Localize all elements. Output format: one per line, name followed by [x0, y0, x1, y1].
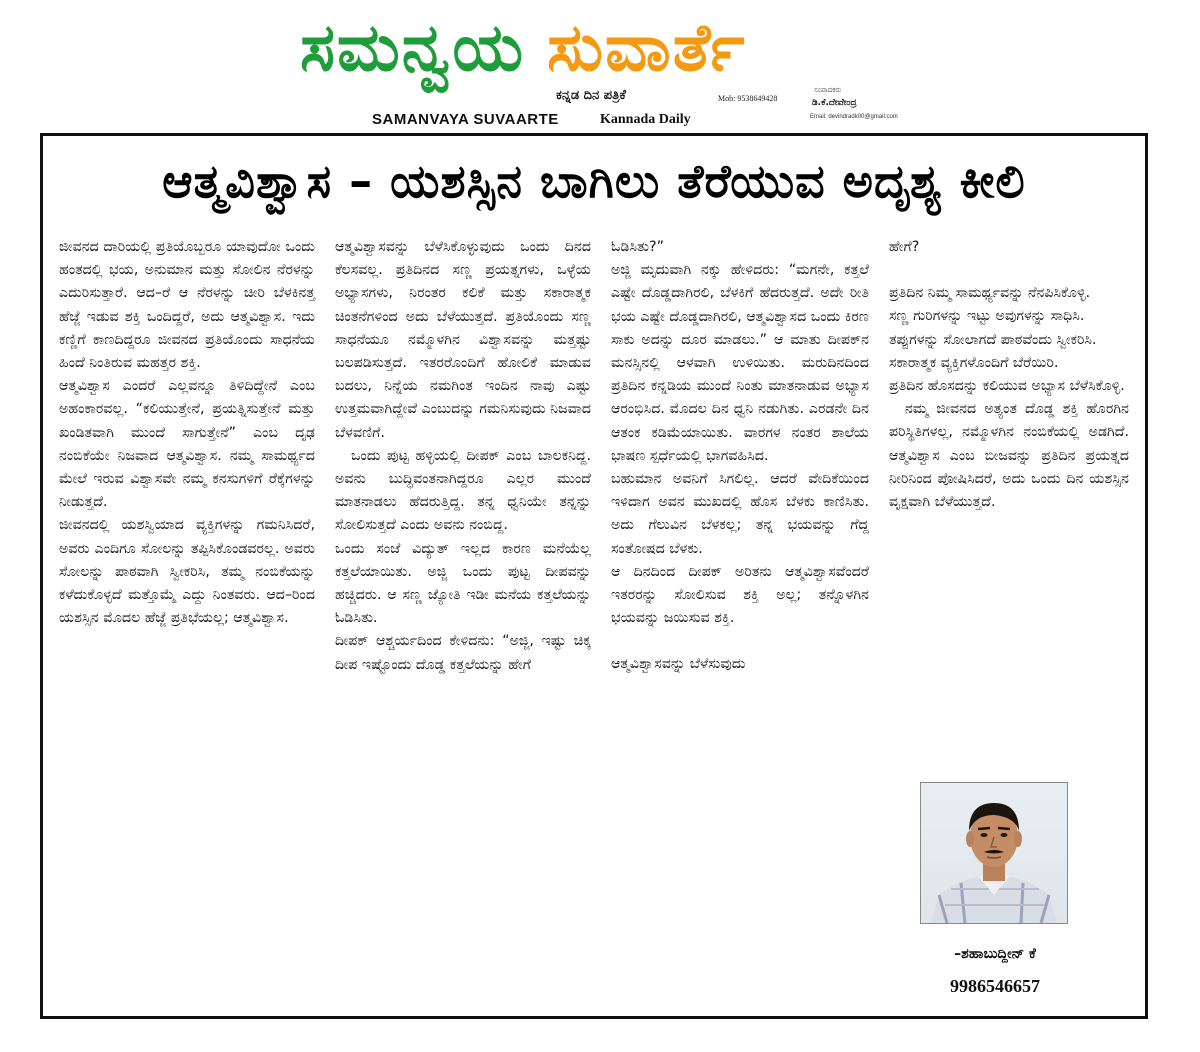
- paragraph: ಜೀವನದ ದಾರಿಯಲ್ಲಿ ಪ್ರತಿಯೊಬ್ಬರೂ ಯಾವುದೋ ಒಂದು ಹಂತದಲ್ಲಿ ಭಯ, ಅನುಮಾನ ಮತ್ತು ಸೋಲಿನ ನೆರಳನ್ನು ಎದುರಿಸುತ್ತಾರೆ. ಆದ–ರೆ ಆ ನೆರಳನ್ನು ಚೀರಿ ಬೆಳಕಿನತ್ತ ಹೆಜ್ಜೆ ಇಡುವ ಶಕ್ತಿ ಒಂದಿದ್ದರೆ, ಅದು ಆತ್ಮವಿಶ್ವಾಸ. ಇದು ಕಣ್ಣಿಗೆ ಕಾಣದಿದ್ದರೂ ಜೀವನದ ಪ್ರತಿಯೊಂದು ಸಾಧನೆಯ ಹಿಂದೆ ನಿಂತಿರುವ ಮಹತ್ತರ ಶಕ್ತಿ.: [59, 239, 315, 372]
- paragraph: ಆತ್ಮವಿಶ್ವಾಸವನ್ನು ಬೆಳೆಸುವುದು: [611, 656, 746, 673]
- author-phone: 9986546657: [950, 976, 1040, 996]
- author-photo: [920, 782, 1068, 924]
- tip-item: ಪ್ರತಿದಿನ ಹೊಸದನ್ನು ಕಲಿಯುವ ಅಭ್ಯಾಸ ಬೆಳೆಸಿಕೊಳ್ಳಿ.: [889, 378, 1125, 395]
- masthead-english-daily: Kannada Daily: [600, 112, 691, 127]
- tip-item: ಪ್ರತಿದಿನ ನಿಮ್ಮ ಸಾಮರ್ಥ್ಯವನ್ನು ನೆನಪಿಸಿಕೊಳ್ಳಿ.: [889, 285, 1091, 302]
- article-column-4: [889, 236, 1129, 514]
- logo-word-suvaarte: ಸುವಾರ್ತೆ: [547, 9, 747, 86]
- article-column-3: [611, 236, 869, 677]
- author-portrait-photo: [921, 783, 1067, 923]
- paragraph: ಒಂದು ಪುಟ್ಟ ಹಳ್ಳಿಯಲ್ಲಿ ದೀಪಕ್ ಎಂಬ ಬಾಲಕನಿದ್ದ. ಅವನು ಬುದ್ಧಿವಂತನಾಗಿದ್ದರೂ ಎಲ್ಲರ ಮುಂದೆ ಮಾತನಾಡಲು ಹೆದರುತ್ತಿದ್ದ. ತನ್ನ ಧ್ವನಿಯೇ ತನ್ನನ್ನು ಸೋಲಿಸುತ್ತದೆ ಎಂದು ಅವನು ನಂಬಿದ್ದ.: [335, 447, 591, 534]
- masthead-english-name: SAMANVAYA SUVAARTE: [372, 111, 559, 128]
- paragraph-spacer: [889, 259, 1129, 282]
- masthead-email: Email: devindradk00@gmail.com: [810, 114, 898, 120]
- article-column-1: [59, 236, 315, 630]
- paragraph: ಬಹುಮಾನ ಅವನಿಗೆ ಸಿಗಲಿಲ್ಲ. ಆದರೆ ವೇದಿಕೆಯಿಂದ ಇಳಿದಾಗ ಅವನ ಮುಖದಲ್ಲಿ ಹೊಸ ಬೆಳಕು ಕಾಣಿಸಿತು. ಅದು ಗೆಲುವಿನ ಬೆಳಕಲ್ಲ; ತನ್ನ ಭಯವನ್ನು ಗೆದ್ದ ಸಂತೋಷದ ಬೆಳಕು.: [611, 471, 869, 557]
- paragraph: ಹೇಗೆ?: [889, 239, 920, 255]
- author-byline: –ಶಹಾಬುದ್ದೀನ್ ಕೆ: [954, 946, 1036, 962]
- article-headline: ಆತ್ಮವಿಶ್ವಾಸ – ಯಶಸ್ಸಿನ ಬಾಗಿಲು ತೆರೆಯುವ ಅದೃಶ್ಯ ಕೀಲಿ: [162, 154, 1026, 208]
- masthead-tagline: ಕನ್ನಡ ದಿನ ಪತ್ರಿಕೆ: [556, 88, 626, 103]
- editor-name: ಡಿ.ಕೆ.ದೇವೇಂದ್ರ: [812, 98, 857, 108]
- tip-item: ಸಣ್ಣ ಗುರಿಗಳನ್ನು ಇಟ್ಟು ಅವುಗಳನ್ನು ಸಾಧಿಸಿ.: [889, 308, 1085, 325]
- paragraph: ಆತ್ಮವಿಶ್ವಾಸ ಎಂದರೆ ಎಲ್ಲವನ್ನೂ ತಿಳಿದಿದ್ದೇನೆ ಎಂಬ ಅಹಂಕಾರವಲ್ಲ. “ಕಲಿಯುತ್ತೇನೆ, ಪ್ರಯತ್ನಿಸುತ್ತೇನೆ ಮತ್ತು ಖಂಡಿತವಾಗಿ ಮುಂದೆ ಸಾಗುತ್ತೇನೆ” ಎಂಬ ದೃಢ ನಂಬಿಕೆಯೇ ನಿಜವಾದ ಆತ್ಮವಿಶ್ವಾಸ. ನಮ್ಮ ಸಾಮರ್ಥ್ಯದ ಮೇಲೆ ಇರುವ ವಿಶ್ವಾಸವೇ ನಮ್ಮ ಕನಸುಗಳಿಗೆ ರೆಕ್ಕೆಗಳನ್ನು ನೀಡುತ್ತದೆ.: [59, 378, 315, 511]
- newspaper-logo: [300, 8, 747, 88]
- masthead-mobile: Mob: 9538649428: [718, 94, 778, 103]
- tip-item: ಸಕಾರಾತ್ಮಕ ವ್ಯಕ್ತಿಗಳೊಂದಿಗೆ ಬೆರೆಯಿರಿ.: [889, 354, 1059, 371]
- paragraph: ದೀಪಕ್ ಆಶ್ಚರ್ಯದಿಂದ ಕೇಳಿದನು: “ಅಜ್ಜಿ, ಇಷ್ಟು ಚಿಕ್ಕ ದೀಪ ಇಷ್ಟೊಂದು ದೊಡ್ಡ ಕತ್ತಲೆಯನ್ನು ಹೇಗೆ: [335, 633, 591, 673]
- paragraph: ಆತ್ಮವಿಶ್ವಾಸವನ್ನು ಬೆಳೆಸಿಕೊಳ್ಳುವುದು ಒಂದು ದಿನದ ಕೆಲಸವಲ್ಲ. ಪ್ರತಿದಿನದ ಸಣ್ಣ ಪ್ರಯತ್ನಗಳು, ಒಳ್ಳೆಯ ಅಭ್ಯಾಸಗಳು, ನಿರಂತರ ಕಲಿಕೆ ಮತ್ತು ಸಕಾರಾತ್ಮಕ ಚಿಂತನೆಗಳಿಂದ ಅದು ಬೆಳೆಯುತ್ತದೆ. ಪ್ರತಿಯೊಂದು ಸಣ್ಣ ಸಾಧನೆಯೂ ನಮ್ಮೊಳಗಿನ ವಿಶ್ವಾಸವನ್ನು ಮತ್ತಷ್ಟು ಬಲಪಡಿಸುತ್ತದೆ. ಇತರರೊಂದಿಗೆ ಹೋಲಿಕೆ ಮಾಡುವ ಬದಲು, ನಿನ್ನೆಯ ನಮಗಿಂತ ಇಂದಿನ ನಾವು ಎಷ್ಟು ಉತ್ತಮವಾಗಿದ್ದೇವೆ ಎಂಬುದನ್ನು ಗಮನಿಸುವುದು ನಿಜವಾದ ಬೆಳವಣಿಗೆ.: [335, 239, 591, 441]
- paragraph: ಒಂದು ಸಂಜೆ ವಿದ್ಯುತ್ ಇಲ್ಲದ ಕಾರಣ ಮನೆಯೆಲ್ಲ ಕತ್ತಲೆಯಾಯಿತು. ಅಜ್ಜಿ ಒಂದು ಪುಟ್ಟ ದೀಪವನ್ನು ಹಚ್ಚಿದರು. ಆ ಸಣ್ಣ ಜ್ಯೋತಿ ಇಡೀ ಮನೆಯ ಕತ್ತಲೆಯನ್ನು ಓಡಿಸಿತು.: [335, 540, 591, 627]
- editor-label: ಸಂಪಾದಕರು: [814, 86, 842, 94]
- logo-word-samanvaya: ಸಮನ್ವಯ: [300, 9, 526, 86]
- tip-item: ತಪ್ಪುಗಳನ್ನು ಸೋಲಾಗದೆ ಪಾಠವೆಂದು ಸ್ವೀಕರಿಸಿ.: [889, 331, 1097, 348]
- article-box: [40, 133, 1148, 1019]
- paragraph: ಅಜ್ಜಿ ಮೃದುವಾಗಿ ನಕ್ಕು ಹೇಳಿದರು: “ಮಗನೇ, ಕತ್ತಲೆ ಎಷ್ಟೇ ದೊಡ್ಡದಾಗಿರಲಿ, ಬೆಳಕಿಗೆ ಹೆದರುತ್ತದೆ. ಅದೇ ರೀತಿ ಭಯ ಎಷ್ಟೇ ದೊಡ್ಡದಾಗಿರಲಿ, ಆತ್ಮವಿಶ್ವಾಸದ ಒಂದು ಕಿರಣ ಸಾಕು ಅದನ್ನು ದೂರ ಮಾಡಲು.” ಆ ಮಾತು ದೀಪಕ್‌ನ ಮನಸ್ಸಿನಲ್ಲಿ ಆಳವಾಗಿ ಉಳಿಯಿತು. ಮರುದಿನದಿಂದ ಪ್ರತಿದಿನ ಕನ್ನಡಿಯ ಮುಂದೆ ನಿಂತು ಮಾತನಾಡುವ ಅಭ್ಯಾಸ ಆರಂಭಿಸಿದ. ಮೊದಲ ದಿನ ಧ್ವನಿ ನಡುಗಿತು. ಎರಡನೇ ದಿನ ಆತಂಕ ಕಡಿಮೆಯಾಯಿತು. ವಾರಗಳ ನಂತರ ಶಾಲೆಯ ಭಾಷಣ ಸ್ಪರ್ಧೆಯಲ್ಲಿ ಭಾಗವಹಿಸಿದ.: [611, 262, 869, 464]
- paragraph: ಜೀವನದಲ್ಲಿ ಯಶಸ್ವಿಯಾದ ವ್ಯಕ್ತಿಗಳನ್ನು ಗಮನಿಸಿದರೆ, ಅವರು ಎಂದಿಗೂ ಸೋಲನ್ನು ತಪ್ಪಿಸಿಕೊಂಡವರಲ್ಲ. ಅವರು ಸೋಲನ್ನು ಪಾಠವಾಗಿ ಸ್ವೀಕರಿಸಿ, ತಮ್ಮ ನಂಬಿಕೆಯನ್ನು ಕಳೆದುಕೊಳ್ಳದೆ ಮತ್ತೊಮ್ಮೆ ಎದ್ದು ನಿಂತವರು. ಆದ–ರಿಂದ ಯಶಸ್ಸಿನ ಮೊದಲ ಹೆಜ್ಜೆ ಪ್ರತಿಭೆಯಲ್ಲ; ಆತ್ಮವಿಶ್ವಾಸ.: [59, 517, 315, 627]
- paragraph: ನಮ್ಮ ಜೀವನದ ಅತ್ಯಂತ ದೊಡ್ಡ ಶಕ್ತಿ ಹೊರಗಿನ ಪರಿಸ್ಥಿತಿಗಳಲ್ಲ, ನಮ್ಮೊಳಗಿನ ನಂಬಿಕೆಯಲ್ಲಿ ಅಡಗಿದೆ. ಆತ್ಮವಿಶ್ವಾಸ ಎಂಬ ಬೀಜವನ್ನು ಪ್ರತಿದಿನ ಪ್ರಯತ್ನದ ನೀರಿನಿಂದ ಪೋಷಿಸಿದರೆ, ಅದು ಒಂದು ದಿನ ಯಶಸ್ಸಿನ ವೃಕ್ಷವಾಗಿ ಬೆಳೆಯುತ್ತದೆ.: [889, 401, 1129, 511]
- paragraph: ಆ ದಿನದಿಂದ ದೀಪಕ್ ಅರಿತನು ಆತ್ಮವಿಶ್ವಾಸವೆಂದರೆ ಇತರರನ್ನು ಸೋಲಿಸುವ ಶಕ್ತಿ ಅಲ್ಲ; ತನ್ನೊಳಗಿನ ಭಯವನ್ನು ಜಯಿಸುವ ಶಕ್ತಿ.: [611, 563, 869, 627]
- paragraph: ಓಡಿಸಿತು?”: [611, 239, 664, 255]
- masthead: [290, 8, 912, 132]
- paragraph-spacer: [611, 630, 869, 653]
- article-column-2: [335, 236, 591, 677]
